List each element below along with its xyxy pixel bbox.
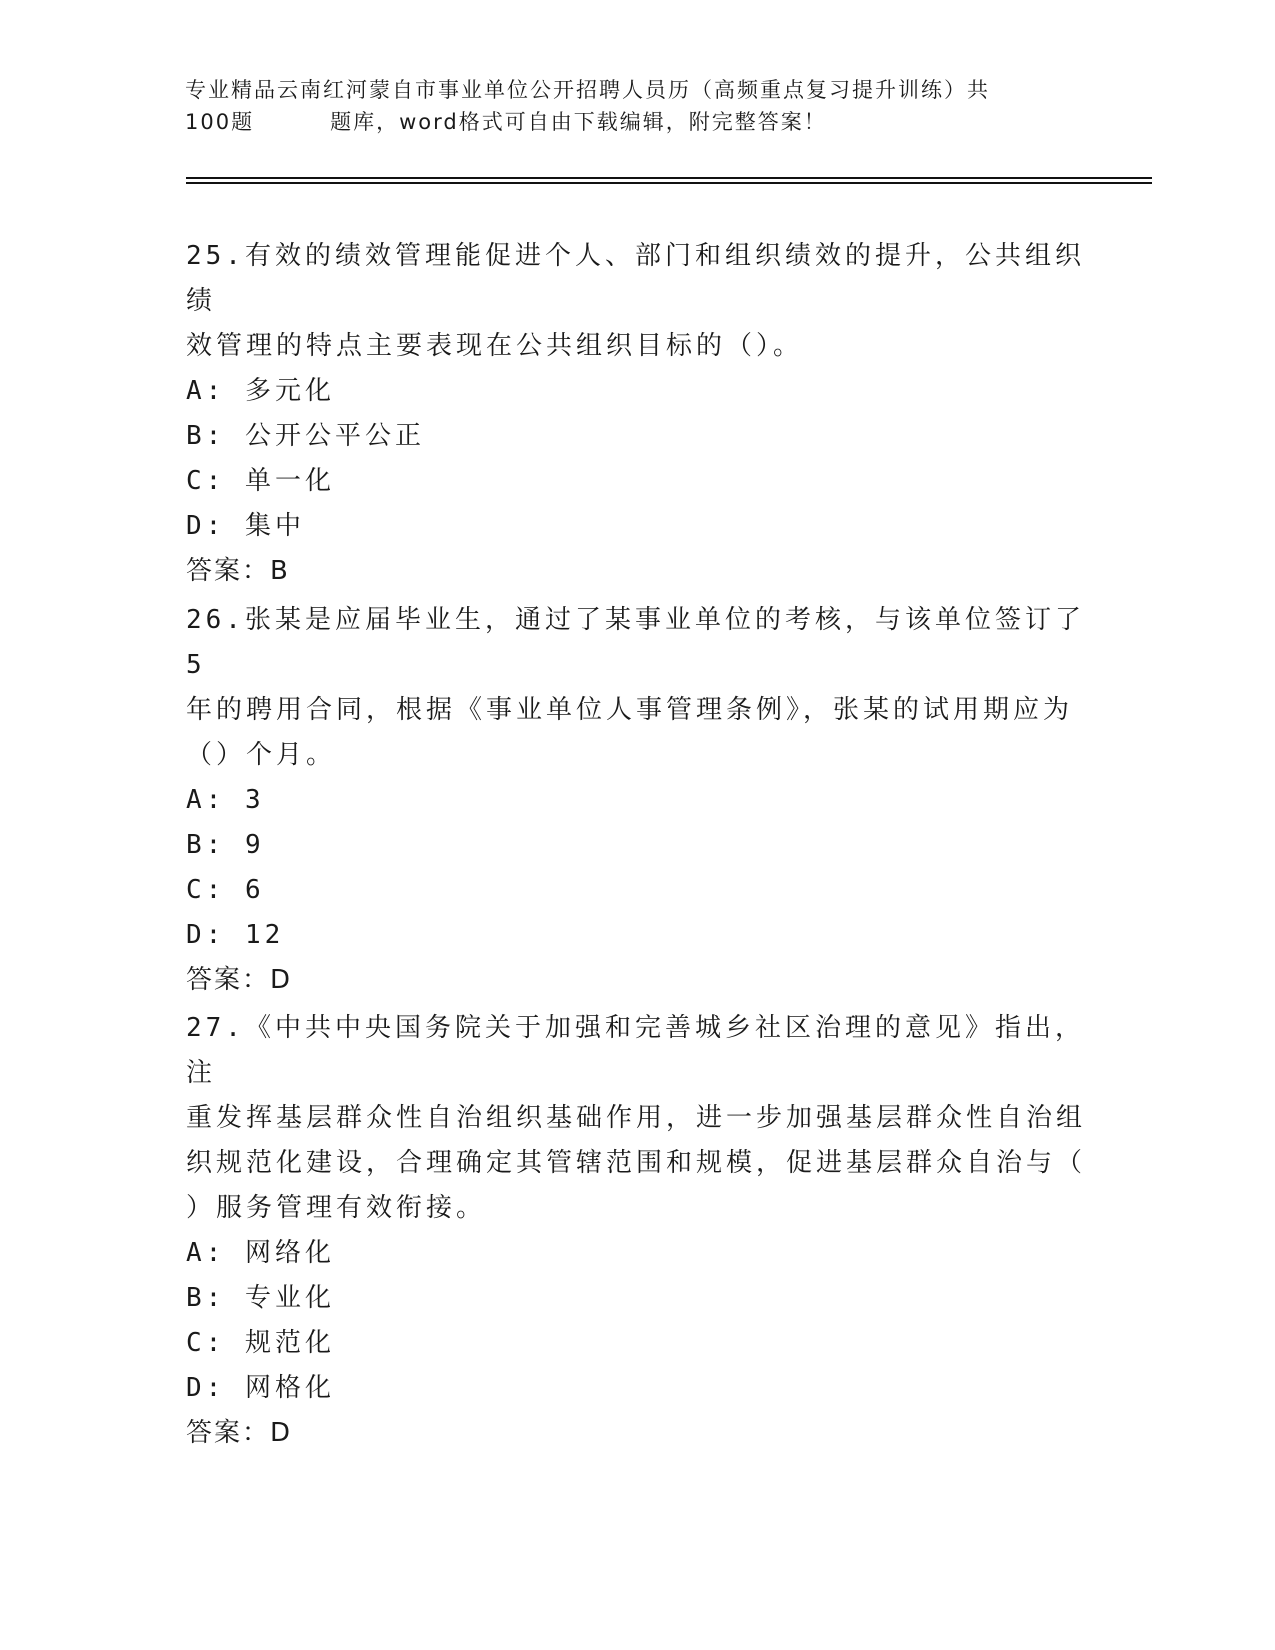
question-stem-line: ）服务管理有效衔接。 [186, 1193, 487, 1223]
option-d: D: 12 [186, 920, 285, 950]
question-stem-line: 年的聘用合同，根据《事业单位人事管理条例》，张某的试用期应为 [186, 695, 1074, 725]
answer-line: 答案：B [186, 556, 290, 586]
option-b: B: 公开公平公正 [186, 421, 425, 451]
answer-line: 答案：D [186, 965, 293, 995]
option-c: C: 规范化 [186, 1328, 335, 1358]
header-line-2-left: 100题 [185, 110, 255, 134]
question-25 [186, 234, 1086, 594]
question-stem-line: 重发挥基层群众性自治组织基础作用，进一步加强基层群众性自治组 [186, 1103, 1087, 1133]
header-line-2 [185, 106, 1065, 138]
question-stem-line: （）个月。 [186, 740, 337, 770]
question-stem-line: 25.有效的绩效管理能促进个人、部门和组织绩效的提升，公共组织绩 [186, 241, 1085, 316]
header-divider-bottom [186, 182, 1152, 184]
option-d: D: 网格化 [186, 1373, 335, 1403]
document-header [185, 74, 1065, 138]
option-a: A: 3 [186, 785, 265, 815]
option-c: C: 单一化 [186, 466, 335, 496]
option-d: D: 集中 [186, 511, 305, 541]
header-line-2-right: 题库，word格式可自由下载编辑，附完整答案！ [330, 110, 827, 134]
option-a: A: 多元化 [186, 376, 335, 406]
question-stem-line: 27.《中共中央国务院关于加强和完善城乡社区治理的意见》指出，注 [186, 1013, 1085, 1088]
question-stem-line: 织规范化建设，合理确定其管辖范围和规模，促进基层群众自治与（ [186, 1148, 1087, 1178]
option-a: A: 网络化 [186, 1238, 335, 1268]
question-27 [186, 1006, 1086, 1456]
header-line-1: 专业精品云南红河蒙自市事业单位公开招聘人员历（高频重点复习提升训练）共 [185, 78, 990, 102]
answer-line: 答案：D [186, 1418, 293, 1448]
header-divider-top [186, 177, 1152, 179]
question-26 [186, 598, 1086, 1003]
option-c: C: 6 [186, 875, 265, 905]
option-b: B: 专业化 [186, 1283, 335, 1313]
option-b: B: 9 [186, 830, 265, 860]
question-stem-line: 效管理的特点主要表现在公共组织目标的（）。 [186, 331, 804, 361]
question-stem-line: 26.张某是应届毕业生，通过了某事业单位的考核，与该单位签订了5 [186, 605, 1085, 680]
